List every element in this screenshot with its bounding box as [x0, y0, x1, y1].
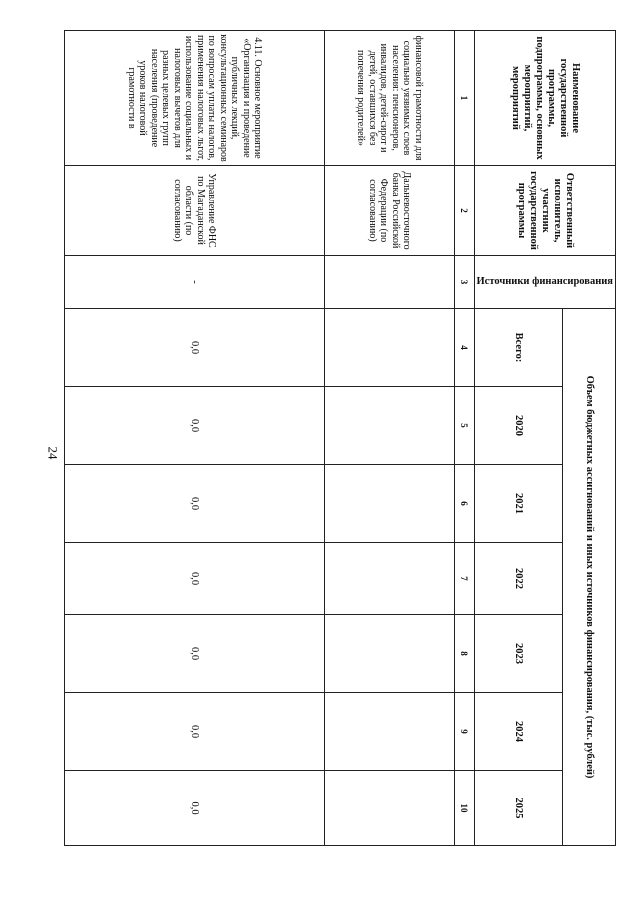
header-year: 2022 — [474, 543, 562, 615]
row-value — [324, 543, 454, 615]
col-number: 9 — [454, 693, 474, 771]
header-source — [474, 256, 615, 309]
row-value: 0,0 — [64, 543, 324, 615]
rotated-table-sheet — [68, 30, 616, 845]
header-year: 2020 — [474, 387, 562, 465]
col-number: 8 — [454, 615, 474, 693]
row-value: 0,0 — [64, 465, 324, 543]
row-value: 0,0 — [64, 387, 324, 465]
row-source: - — [64, 256, 324, 309]
row-value — [324, 771, 454, 846]
header-year: 2021 — [474, 465, 562, 543]
header-funding-group: Объем бюджетных ассигнований и иных источников финансирования, (тыс. рублей) — [562, 309, 615, 846]
column-number-row — [454, 31, 474, 846]
header-source-text: Источники финансирования — [476, 275, 613, 287]
col-number: 1 — [454, 31, 474, 166]
row-value — [324, 309, 454, 387]
row-value: 0,0 — [64, 309, 324, 387]
header-executor: Ответственный исполнитель, участник государственной программы — [474, 166, 615, 256]
row-value: 0,0 — [64, 693, 324, 771]
col-number: 6 — [454, 465, 474, 543]
row-executor: Дальневосточного банка Российской Федерации (по согласованию) — [324, 166, 454, 256]
row-value: 0,0 — [64, 771, 324, 846]
row-value — [324, 465, 454, 543]
table-row — [324, 31, 454, 846]
page-number: 24 — [45, 446, 61, 460]
row-value: 0,0 — [64, 615, 324, 693]
row-executor: Управление ФНС по Магаданской области (по согласованию) — [64, 166, 324, 256]
col-number: 2 — [454, 166, 474, 256]
header-name: Наименование государственной программы, подпрограммы, основных мероприятий, мероприятий — [474, 31, 615, 166]
col-number: 7 — [454, 543, 474, 615]
header-row-top — [562, 31, 615, 846]
row-value — [324, 693, 454, 771]
row-name: 4.11. Основное мероприятие «Организация и проведение публичных лекций, консультационных семинаров по вопросам уплаты налогов, применения налоговых льгот, использование социальных и налоговых вычетов для разных целевых групп населения (проведение уроков налоговой грамотности в — [64, 31, 324, 166]
table-row — [64, 31, 324, 846]
col-number: 3 — [454, 256, 474, 309]
row-value — [324, 615, 454, 693]
row-name: финансовой грамотности для социально уязвимых слоев населения: пенсионеров, инвалидов, детей-сирот и детей, оставшихся без попечения родителей» — [324, 31, 454, 166]
col-number: 4 — [454, 309, 474, 387]
header-year: Всего: — [474, 309, 562, 387]
row-source — [324, 256, 454, 309]
header-year: 2024 — [474, 693, 562, 771]
header-year: 2025 — [474, 771, 562, 846]
col-number: 5 — [454, 387, 474, 465]
row-value — [324, 387, 454, 465]
header-year: 2023 — [474, 615, 562, 693]
funding-table — [64, 30, 616, 846]
col-number: 10 — [454, 771, 474, 846]
